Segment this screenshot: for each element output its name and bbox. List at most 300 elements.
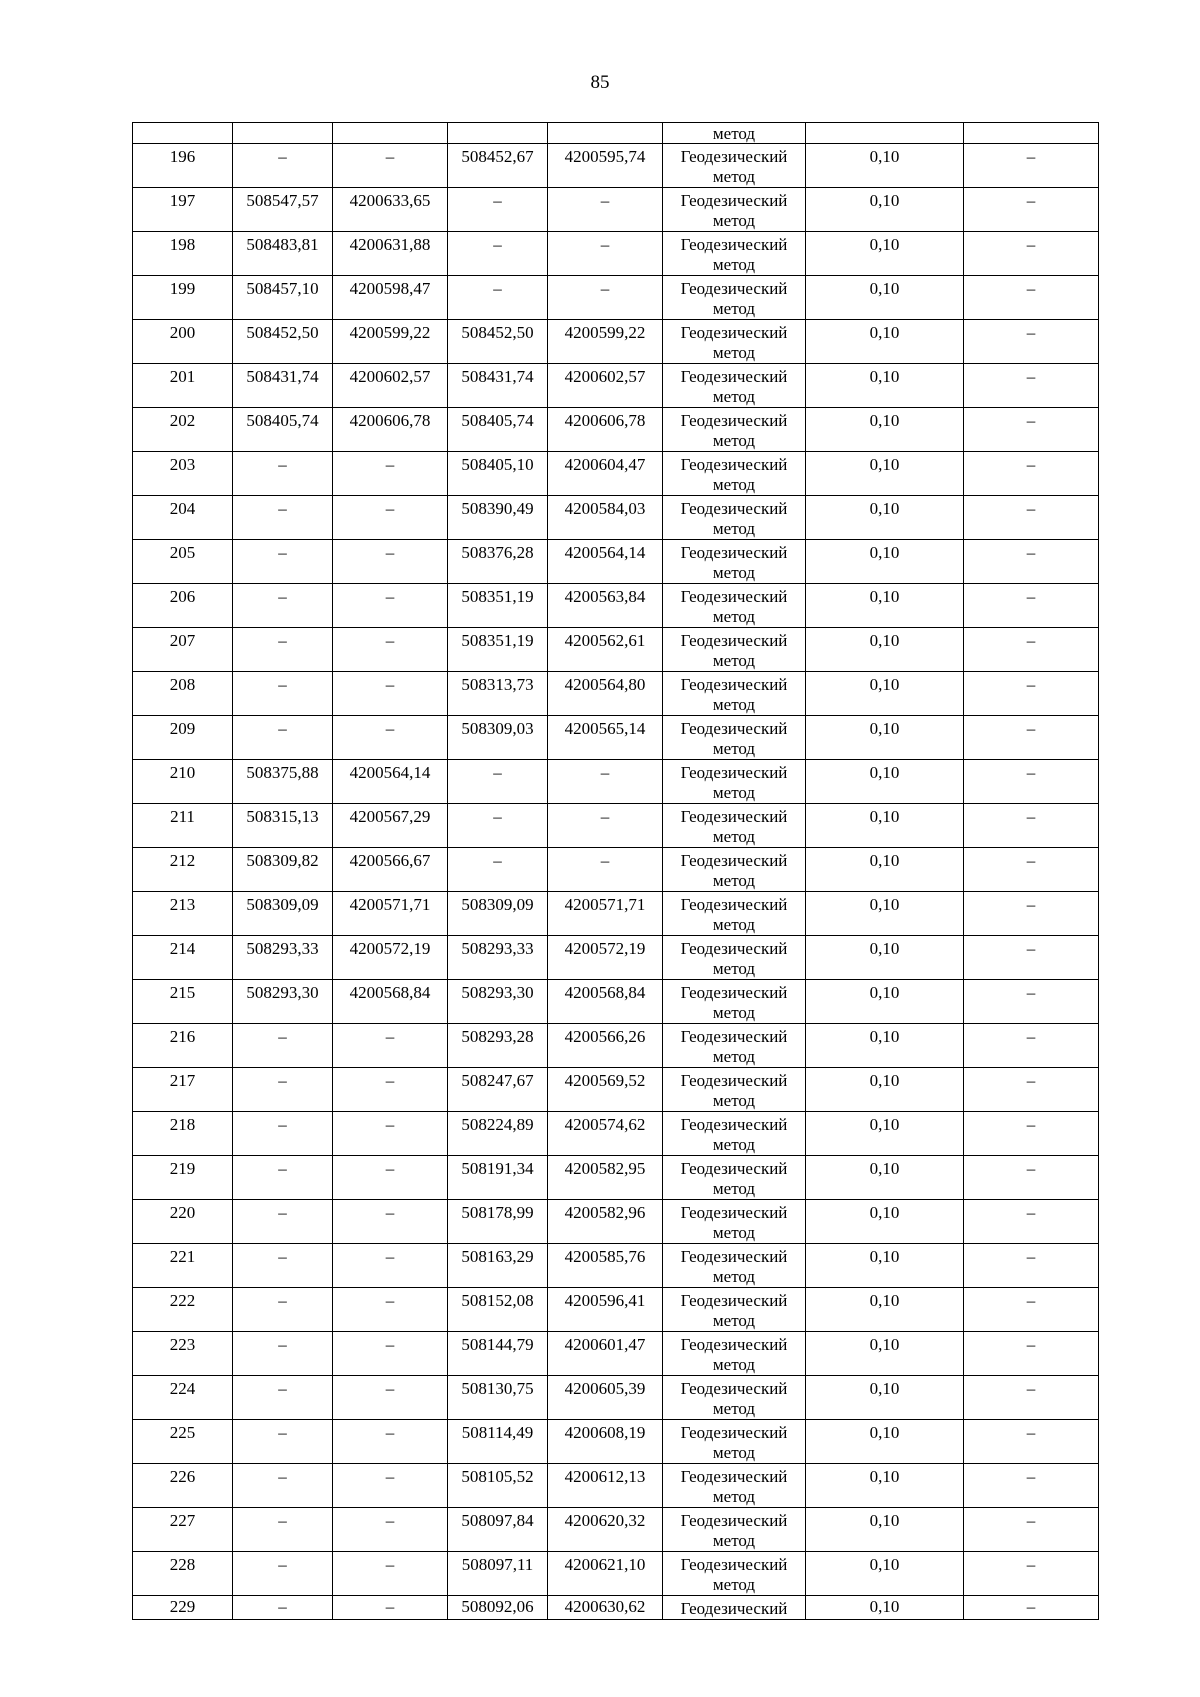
cell-y-new-text: 4200608,19 — [564, 1423, 646, 1442]
method-line: метод — [712, 1443, 756, 1462]
cell-note — [964, 144, 1099, 188]
cell-x-new-text: 508351,19 — [461, 631, 534, 650]
cell-y-existing-text: – — [385, 631, 395, 650]
cell-note — [964, 1464, 1099, 1508]
cell-point-number — [133, 123, 233, 144]
table-row — [133, 584, 1099, 628]
method-line: метод — [712, 211, 756, 230]
cell-method — [663, 364, 806, 408]
cell-note-text: – — [1026, 1597, 1036, 1616]
cell-y-existing-text: 4200602,57 — [349, 367, 431, 386]
table-body — [133, 123, 1099, 1620]
cell-y-existing-text: 4200571,71 — [349, 895, 431, 914]
method-line: Геодезический — [680, 455, 788, 474]
cell-note-text: – — [1026, 1423, 1036, 1442]
table-row — [133, 892, 1099, 936]
cell-accuracy — [806, 408, 964, 452]
cell-accuracy — [806, 1464, 964, 1508]
cell-y-existing — [333, 848, 448, 892]
method-line: метод — [712, 343, 756, 362]
cell-note-text: – — [1026, 367, 1036, 386]
method-line: Геодезический — [680, 411, 788, 430]
table-row — [133, 540, 1099, 584]
cell-y-existing — [333, 584, 448, 628]
cell-note-text: – — [1026, 1027, 1036, 1046]
cell-x-existing-text: – — [278, 1467, 287, 1486]
cell-point-number — [133, 672, 233, 716]
cell-x-new-text: 508105,52 — [461, 1467, 534, 1486]
cell-note — [964, 364, 1099, 408]
cell-y-new — [548, 848, 663, 892]
cell-x-new — [448, 584, 548, 628]
cell-note-text: – — [1026, 543, 1036, 562]
cell-x-new — [448, 1112, 548, 1156]
cell-point-number — [133, 1200, 233, 1244]
cell-y-existing-text: 4200564,14 — [349, 763, 431, 782]
method-line: Геодезический — [680, 1555, 788, 1574]
cell-note — [964, 980, 1099, 1024]
cell-y-existing-text: – — [385, 1027, 395, 1046]
cell-x-new-text: 508152,08 — [461, 1291, 534, 1310]
method-line: метод — [712, 1531, 756, 1550]
cell-x-new — [448, 1464, 548, 1508]
method-text — [663, 1200, 805, 1243]
cell-accuracy — [806, 540, 964, 584]
method-line: Геодезический — [680, 631, 788, 650]
cell-note — [964, 1288, 1099, 1332]
cell-x-existing — [233, 408, 333, 452]
cell-x-existing-text: – — [278, 1291, 287, 1310]
cell-x-new-text: 508163,29 — [461, 1247, 534, 1266]
cell-y-existing — [333, 628, 448, 672]
cell-point-number-text: 196 — [169, 147, 196, 166]
method-text — [663, 232, 805, 275]
cell-point-number-text: 206 — [169, 587, 196, 606]
cell-point-number-text: 208 — [169, 675, 196, 694]
cell-accuracy — [806, 188, 964, 232]
cell-x-existing-text: – — [278, 1423, 287, 1442]
cell-point-number — [133, 1156, 233, 1200]
method-line: метод — [712, 959, 756, 978]
cell-x-existing-text: – — [278, 147, 287, 166]
method-line: метод — [712, 651, 756, 670]
cell-point-number — [133, 452, 233, 496]
cell-x-new-text: – — [493, 763, 502, 782]
cell-x-new — [448, 672, 548, 716]
cell-y-new-text: 4200606,78 — [564, 411, 646, 430]
cell-y-existing — [333, 1068, 448, 1112]
cell-method — [663, 716, 806, 760]
method-line: метод — [712, 1223, 756, 1242]
table-row — [133, 936, 1099, 980]
cell-y-new-text: 4200630,62 — [564, 1597, 646, 1616]
cell-point-number — [133, 584, 233, 628]
cell-x-new — [448, 320, 548, 364]
cell-y-new — [548, 1332, 663, 1376]
table-row — [133, 1376, 1099, 1420]
table-row — [133, 672, 1099, 716]
cell-x-existing-text: – — [278, 1203, 287, 1222]
method-line: метод — [712, 1311, 756, 1330]
cell-y-existing — [333, 320, 448, 364]
method-text — [663, 936, 805, 979]
cell-x-existing-text: – — [278, 631, 287, 650]
method-line: метод — [712, 563, 756, 582]
method-line: Геодезический — [680, 1115, 788, 1134]
cell-point-number-text: 204 — [169, 499, 196, 518]
method-line: Геодезический — [680, 851, 788, 870]
cell-point-number — [133, 496, 233, 540]
method-text — [663, 408, 805, 451]
cell-x-existing — [233, 320, 333, 364]
cell-accuracy — [806, 1376, 964, 1420]
method-text — [663, 672, 805, 715]
table-row — [133, 628, 1099, 672]
cell-x-existing-text: 508457,10 — [246, 279, 319, 298]
cell-note-text: – — [1026, 1555, 1036, 1574]
cell-x-new — [448, 936, 548, 980]
cell-y-new — [548, 1552, 663, 1596]
cell-point-number-text: 214 — [169, 939, 196, 958]
cell-y-new-text: 4200569,52 — [564, 1071, 646, 1090]
cell-y-new — [548, 1156, 663, 1200]
cell-y-existing-text: 4200568,84 — [349, 983, 431, 1002]
cell-method — [663, 188, 806, 232]
cell-y-existing — [333, 1596, 448, 1620]
cell-y-new — [548, 980, 663, 1024]
cell-accuracy-text: 0,10 — [869, 587, 900, 606]
method-line: Геодезический — [680, 1379, 788, 1398]
method-text — [663, 364, 805, 407]
cell-x-existing-text: – — [278, 1555, 287, 1574]
cell-x-new-text: 508309,03 — [461, 719, 534, 738]
cell-method — [663, 408, 806, 452]
cell-x-new-text: 508293,30 — [461, 983, 534, 1002]
cell-note — [964, 672, 1099, 716]
cell-x-new-text: – — [493, 235, 502, 254]
cell-y-existing — [333, 1552, 448, 1596]
cell-y-new — [548, 1508, 663, 1552]
cell-x-existing — [233, 1332, 333, 1376]
cell-y-existing — [333, 672, 448, 716]
cell-x-new-text: 508097,11 — [461, 1555, 534, 1574]
cell-accuracy — [806, 364, 964, 408]
cell-x-existing-text: 508309,82 — [246, 851, 319, 870]
method-line: Геодезический — [680, 1203, 788, 1222]
cell-point-number-text: 207 — [169, 631, 196, 650]
cell-note — [964, 496, 1099, 540]
method-text — [663, 276, 805, 319]
method-line: Геодезический — [680, 279, 788, 298]
cell-method — [663, 1376, 806, 1420]
cell-point-number-text: 209 — [169, 719, 196, 738]
table-row — [133, 188, 1099, 232]
cell-y-new — [548, 1596, 663, 1620]
method-line: метод — [712, 607, 756, 626]
method-line: Геодезический — [680, 1071, 788, 1090]
cell-point-number — [133, 760, 233, 804]
cell-x-existing — [233, 1200, 333, 1244]
cell-y-new — [548, 320, 663, 364]
table-row — [133, 496, 1099, 540]
cell-accuracy — [806, 1024, 964, 1068]
cell-method — [663, 584, 806, 628]
cell-x-new-text: 508313,73 — [461, 675, 534, 694]
cell-note-text: – — [1026, 939, 1036, 958]
method-text — [663, 804, 805, 847]
cell-y-new — [548, 628, 663, 672]
cell-y-existing — [333, 980, 448, 1024]
cell-x-existing — [233, 1552, 333, 1596]
cell-y-existing — [333, 452, 448, 496]
cell-y-existing — [333, 232, 448, 276]
cell-y-existing — [333, 496, 448, 540]
method-line: Геодезический — [680, 675, 788, 694]
method-line: метод — [712, 871, 756, 890]
cell-x-new-text: 508405,10 — [461, 455, 534, 474]
cell-note — [964, 232, 1099, 276]
cell-accuracy-text: 0,10 — [869, 631, 900, 650]
cell-y-existing — [333, 1288, 448, 1332]
cell-note — [964, 1596, 1099, 1620]
cell-method — [663, 1508, 806, 1552]
cell-note — [964, 1332, 1099, 1376]
cell-x-new-text: – — [493, 279, 502, 298]
cell-point-number-text: 202 — [169, 411, 196, 430]
cell-accuracy — [806, 848, 964, 892]
cell-note-text: – — [1026, 191, 1036, 210]
cell-note-text: – — [1026, 455, 1036, 474]
cell-x-new — [448, 1288, 548, 1332]
cell-x-new — [448, 540, 548, 584]
page-number: 85 — [590, 72, 610, 93]
method-line: метод — [712, 739, 756, 758]
cell-x-existing-text: 508547,57 — [246, 191, 319, 210]
cell-point-number — [133, 1508, 233, 1552]
cell-accuracy — [806, 1288, 964, 1332]
cell-accuracy — [806, 123, 964, 144]
method-line: Геодезический — [680, 499, 788, 518]
cell-y-new — [548, 232, 663, 276]
cell-accuracy-text: 0,10 — [869, 367, 900, 386]
cell-y-existing-text: – — [385, 1203, 395, 1222]
cell-x-new — [448, 1200, 548, 1244]
table-row — [133, 980, 1099, 1024]
cell-note-text: – — [1026, 323, 1036, 342]
cell-accuracy-text: 0,10 — [869, 1379, 900, 1398]
cell-y-existing — [333, 1024, 448, 1068]
cell-point-number — [133, 716, 233, 760]
cell-x-existing — [233, 188, 333, 232]
cell-note — [964, 804, 1099, 848]
cell-accuracy — [806, 672, 964, 716]
cell-y-new — [548, 672, 663, 716]
cell-x-new — [448, 1508, 548, 1552]
cell-accuracy — [806, 1112, 964, 1156]
cell-note-text: – — [1026, 1511, 1036, 1530]
table-row — [133, 1024, 1099, 1068]
cell-accuracy-text: 0,10 — [869, 1555, 900, 1574]
method-line: метод — [712, 1267, 756, 1286]
cell-y-new-text: 4200568,84 — [564, 983, 646, 1002]
cell-y-new — [548, 936, 663, 980]
cell-accuracy-text: 0,10 — [869, 1071, 900, 1090]
cell-point-number — [133, 1596, 233, 1620]
cell-y-existing — [333, 540, 448, 584]
cell-method — [663, 1420, 806, 1464]
cell-x-existing — [233, 892, 333, 936]
table-row — [133, 1596, 1099, 1620]
cell-x-new-text: 508293,28 — [461, 1027, 534, 1046]
cell-note-text: – — [1026, 1335, 1036, 1354]
cell-accuracy-text: 0,10 — [869, 235, 900, 254]
cell-x-existing-text: – — [278, 1027, 287, 1046]
cell-accuracy — [806, 936, 964, 980]
cell-point-number-text: 226 — [169, 1467, 196, 1486]
cell-accuracy — [806, 760, 964, 804]
table-row — [133, 452, 1099, 496]
method-text — [663, 1376, 805, 1419]
method-text — [663, 1552, 805, 1595]
cell-accuracy — [806, 1156, 964, 1200]
table-row — [133, 1288, 1099, 1332]
cell-accuracy-text: 0,10 — [869, 675, 900, 694]
cell-x-new — [448, 496, 548, 540]
cell-accuracy-text: 0,10 — [869, 1027, 900, 1046]
cell-x-new — [448, 892, 548, 936]
method-line: метод — [712, 387, 756, 406]
cell-accuracy-text: 0,10 — [869, 1247, 900, 1266]
method-line: Геодезический — [680, 1467, 788, 1486]
cell-point-number — [133, 1024, 233, 1068]
cell-x-existing-text: – — [278, 1159, 287, 1178]
cell-x-new — [448, 628, 548, 672]
cell-method — [663, 1112, 806, 1156]
cell-note — [964, 1508, 1099, 1552]
method-line: метод — [712, 1487, 756, 1506]
cell-x-new-text: 508097,84 — [461, 1511, 534, 1530]
cell-x-existing-text: 508315,13 — [246, 807, 319, 826]
cell-x-new-text: 508405,74 — [461, 411, 534, 430]
method-line: метод — [712, 299, 756, 318]
cell-y-new-text: 4200602,57 — [564, 367, 646, 386]
cell-y-existing-text: – — [385, 1071, 395, 1090]
cell-y-new — [548, 1464, 663, 1508]
cell-y-existing-text: – — [385, 1597, 395, 1616]
cell-accuracy — [806, 716, 964, 760]
cell-accuracy-text: 0,10 — [869, 939, 900, 958]
cell-point-number — [133, 1420, 233, 1464]
cell-point-number — [133, 408, 233, 452]
cell-method — [663, 144, 806, 188]
cell-point-number-text: 229 — [169, 1597, 196, 1616]
cell-y-existing — [333, 1332, 448, 1376]
cell-method — [663, 936, 806, 980]
cell-accuracy-text: 0,10 — [869, 543, 900, 562]
cell-accuracy-text: 0,10 — [869, 191, 900, 210]
method-line: метод — [712, 1091, 756, 1110]
cell-y-new-text: 4200620,32 — [564, 1511, 646, 1530]
method-line: Геодезический — [680, 1423, 788, 1442]
method-text — [663, 1332, 805, 1375]
cell-x-new-text: 508452,67 — [461, 147, 534, 166]
cell-note-text: – — [1026, 499, 1036, 518]
cell-x-existing — [233, 1024, 333, 1068]
cell-x-existing — [233, 1112, 333, 1156]
cell-x-existing — [233, 144, 333, 188]
cell-accuracy — [806, 1244, 964, 1288]
cell-y-existing-text: – — [385, 1423, 395, 1442]
cell-x-existing — [233, 1244, 333, 1288]
cell-point-number-text: 224 — [169, 1379, 196, 1398]
cell-note-text: – — [1026, 719, 1036, 738]
cell-x-new-text: 508452,50 — [461, 323, 534, 342]
cell-note — [964, 540, 1099, 584]
cell-y-existing-text: – — [385, 1467, 395, 1486]
cell-accuracy — [806, 892, 964, 936]
cell-accuracy — [806, 804, 964, 848]
cell-y-existing-text: 4200606,78 — [349, 411, 431, 430]
cell-accuracy-text: 0,10 — [869, 983, 900, 1002]
cell-y-new-text: 4200601,47 — [564, 1335, 646, 1354]
method-line: метод — [712, 167, 756, 186]
cell-y-existing-text: 4200567,29 — [349, 807, 431, 826]
cell-accuracy — [806, 1596, 964, 1620]
cell-note — [964, 584, 1099, 628]
cell-x-new — [448, 1376, 548, 1420]
cell-point-number — [133, 1332, 233, 1376]
cell-note — [964, 936, 1099, 980]
cell-y-existing — [333, 1200, 448, 1244]
cell-accuracy-text: 0,10 — [869, 1511, 900, 1530]
cell-x-existing-text: 508431,74 — [246, 367, 319, 386]
method-text — [663, 584, 805, 627]
cell-x-new-text: 508144,79 — [461, 1335, 534, 1354]
method-line: Геодезический — [680, 587, 788, 606]
cell-note — [964, 452, 1099, 496]
cell-y-existing — [333, 364, 448, 408]
cell-point-number-text: 200 — [169, 323, 196, 342]
cell-y-new — [548, 408, 663, 452]
cell-point-number-text: 222 — [169, 1291, 196, 1310]
cell-x-new-text: 508293,33 — [461, 939, 534, 958]
method-text — [663, 848, 805, 891]
cell-note-text: – — [1026, 807, 1036, 826]
cell-x-existing — [233, 452, 333, 496]
cell-y-new — [548, 123, 663, 144]
cell-y-existing-text: – — [385, 587, 395, 606]
cell-x-existing — [233, 123, 333, 144]
table-row — [133, 1332, 1099, 1376]
cell-y-existing-text: – — [385, 499, 395, 518]
cell-method — [663, 804, 806, 848]
method-line: метод — [712, 1135, 756, 1154]
method-text — [663, 320, 805, 363]
table-row — [133, 1200, 1099, 1244]
cell-accuracy-text: 0,10 — [869, 719, 900, 738]
cell-point-number — [133, 892, 233, 936]
cell-accuracy-text: 0,10 — [869, 455, 900, 474]
cell-y-new-text: 4200564,14 — [564, 543, 646, 562]
cell-y-new-text: 4200564,80 — [564, 675, 646, 694]
cell-note — [964, 1112, 1099, 1156]
cell-y-existing-text: 4200572,19 — [349, 939, 431, 958]
cell-point-number-text: 223 — [169, 1335, 196, 1354]
cell-accuracy — [806, 628, 964, 672]
cell-accuracy-text: 0,10 — [869, 851, 900, 870]
cell-x-new-text: 508309,09 — [461, 895, 534, 914]
method-line: Геодезический — [680, 1027, 788, 1046]
